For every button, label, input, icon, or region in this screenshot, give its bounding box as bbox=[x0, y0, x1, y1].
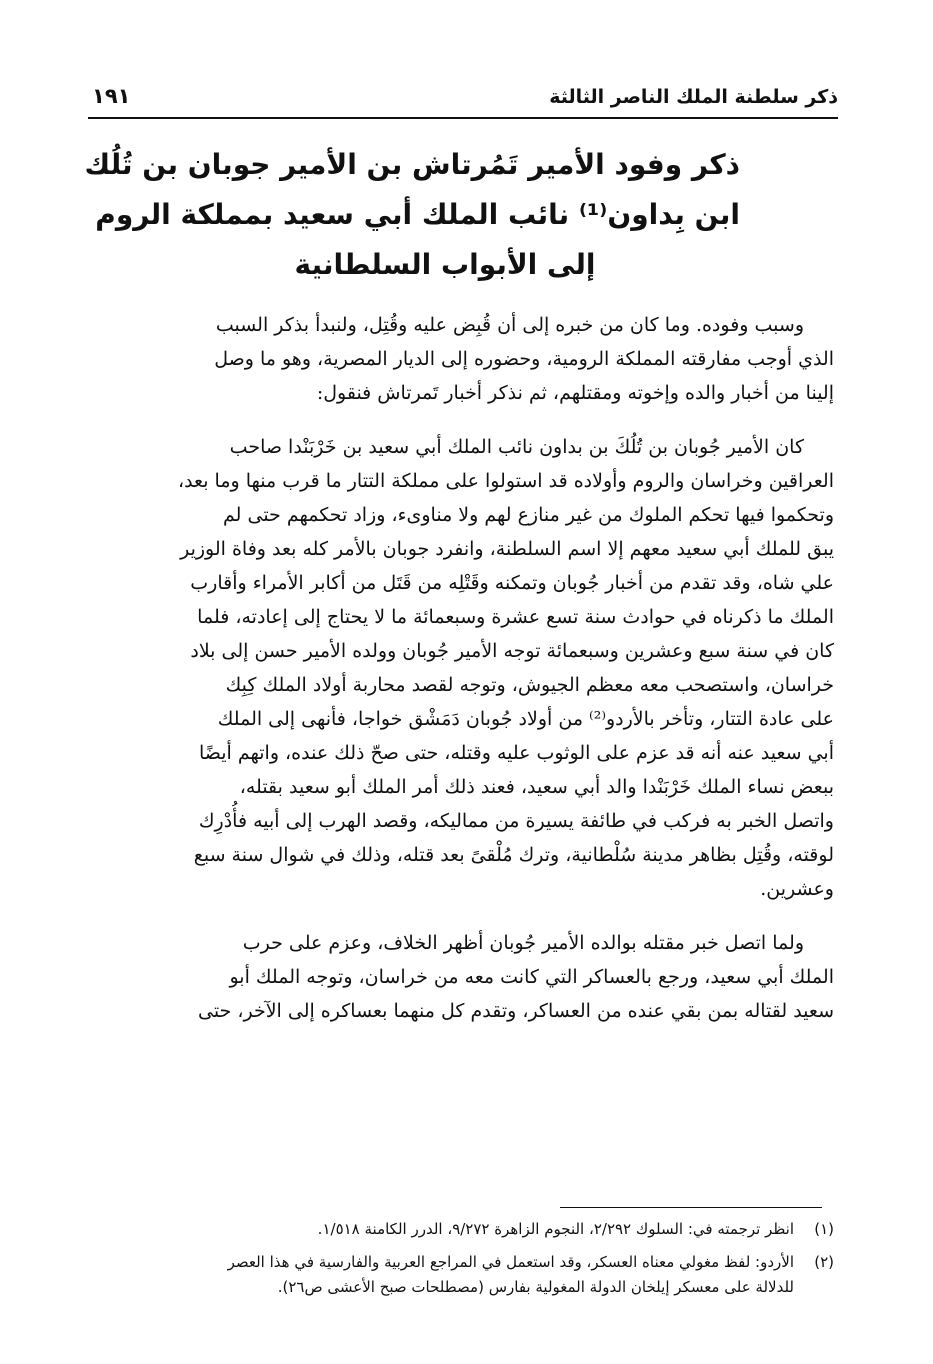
text-line: إلينا من أخبار والده وإخوته ومقتلهم، ثم نذكر أخبار تَمرتاش فنقول: bbox=[316, 382, 834, 404]
text-line: الملك أبي سعيد، ورجع بالعساكر التي كانت معه من خراسان، وتوجه الملك أبو bbox=[229, 966, 834, 988]
text-line: علي شاه، وقد تقدم من أخبار جُوبان وتمكنه وقَتْلِه من قَتَل من أكابر الأمراء وأقارب bbox=[190, 572, 834, 594]
text-line: الملك ما ذكرناه في حوادث سنة تسع عشرة وسبعمائة ما لا يحتاج إلى إعادته، فلما bbox=[197, 606, 834, 628]
body-text bbox=[92, 308, 834, 1028]
footnote bbox=[94, 1217, 834, 1242]
text-line: ولما اتصل خبر مقتله بوالده الأمير جُوبان أظهر الخلاف، وعزم على حرب bbox=[242, 932, 804, 954]
text-line: يبق للملك أبي سعيد معهم إلا اسم السلطنة، وانفرد جوبان بالأمر كله بعد وفاة الوزير bbox=[180, 538, 834, 560]
heading-line: ذكر وفود الأمير تَمُرتاش بن الأمير جوبان بن تُلُك bbox=[84, 148, 740, 181]
page-number: ١٩١ bbox=[92, 84, 131, 108]
paragraph bbox=[92, 308, 834, 410]
footnotes bbox=[94, 1217, 834, 1300]
text-line: سعيد لقتاله بمن بقي عنده من العساكر، وتقدم كل منهما بعساكره إلى الآخر، حتى bbox=[197, 1000, 834, 1022]
text-line: وتحكموا فيها تحكم الملوك من غير منازع لهم ولا مناوىء، وزاد تحكمهم حتى لم bbox=[223, 504, 834, 526]
heading-line: ابن بِداون⁽¹⁾ نائب الملك أبي سعيد بمملكة الروم bbox=[95, 198, 740, 231]
chapter-heading bbox=[84, 140, 740, 290]
text-line: واتصل الخبر به فركب في طائفة يسيرة من مماليكه، وقصد الهرب إلى أبيه فأُدْرِك bbox=[198, 810, 834, 832]
text-line: الذي أوجب مفارقته المملكة الرومية، وحضوره إلى الديار المصرية، وهو ما وصل bbox=[214, 348, 834, 370]
footnote-number: (١) bbox=[814, 1220, 834, 1238]
footnote-text: انظر ترجمته في: السلوك ٢/٢٩٢، النجوم الزاهرة ٩/٢٧٢، الدرر الكامنة ١/٥١٨. bbox=[317, 1220, 794, 1238]
paragraph bbox=[92, 430, 834, 906]
text-line: العراقين وخراسان والروم وأولاده قد استولوا على مملكة التتار ما قرب منها وما بعد، bbox=[177, 470, 834, 492]
footnote bbox=[94, 1250, 834, 1300]
footnote-text: الأردو: لفظ مغولي معناه العسكر، وقد استعمل في المراجع العربية والفارسية في هذا العصر bbox=[227, 1253, 794, 1271]
text-line: على عادة التتار، وتأخر بالأردو⁽²⁾ من أولاد جُوبان دَمَشْق خواجا، فأنهى إلى الملك bbox=[217, 708, 834, 730]
text-line: خراسان، واستصحب معه معظم الجيوش، وتوجه لقصد محاربة أولاد الملك كِبِك bbox=[225, 674, 834, 696]
running-header bbox=[88, 82, 838, 114]
footnote-text: للدلالة على معسكر إيلخان الدولة المغولية بفارس (مصطلحات صبح الأعشى ص٢٦). bbox=[277, 1278, 794, 1296]
heading-line: إلى الأبواب السلطانية bbox=[294, 248, 596, 281]
text-line: وسبب وفوده. وما كان من خبره إلى أن قُبِض عليه وقُتِل، ولنبدأ بذكر السبب bbox=[215, 314, 804, 336]
text-line: أبي سعيد عنه أنه قد عزم على الوثوب عليه وقتله، حتى صحّ ذلك عنده، واتهم أيضًا bbox=[198, 742, 834, 764]
text-line: ببعض نساء الملك خَرْبَنْدا والد أبي سعيد، فعند ذلك أمر الملك أبو سعيد بقتله، bbox=[239, 776, 834, 798]
text-line: وعشرين. bbox=[760, 878, 834, 900]
footnote-number: (٢) bbox=[814, 1253, 834, 1271]
footnote-separator bbox=[560, 1207, 822, 1208]
text-line: كان الأمير جُوبان بن تُلُكَ بن بداون نائب الملك أبي سعيد بن خَرْبَنْدا صاحب bbox=[229, 436, 804, 458]
text-line: لوقته، وقُتِل بظاهر مدينة سُلْطانية، وترك مُلْقىً بعد قتله، وذلك في شوال سنة سبع bbox=[193, 844, 834, 866]
paragraph bbox=[92, 926, 834, 1028]
text-line: كان في سنة سبع وعشرين وسبعمائة توجه الأمير جُوبان وولده الأمير حسن إلى بلاد bbox=[190, 640, 834, 662]
header-rule bbox=[88, 117, 838, 119]
running-title: ذكر سلطنة الملك الناصر الثالثة bbox=[549, 86, 838, 108]
